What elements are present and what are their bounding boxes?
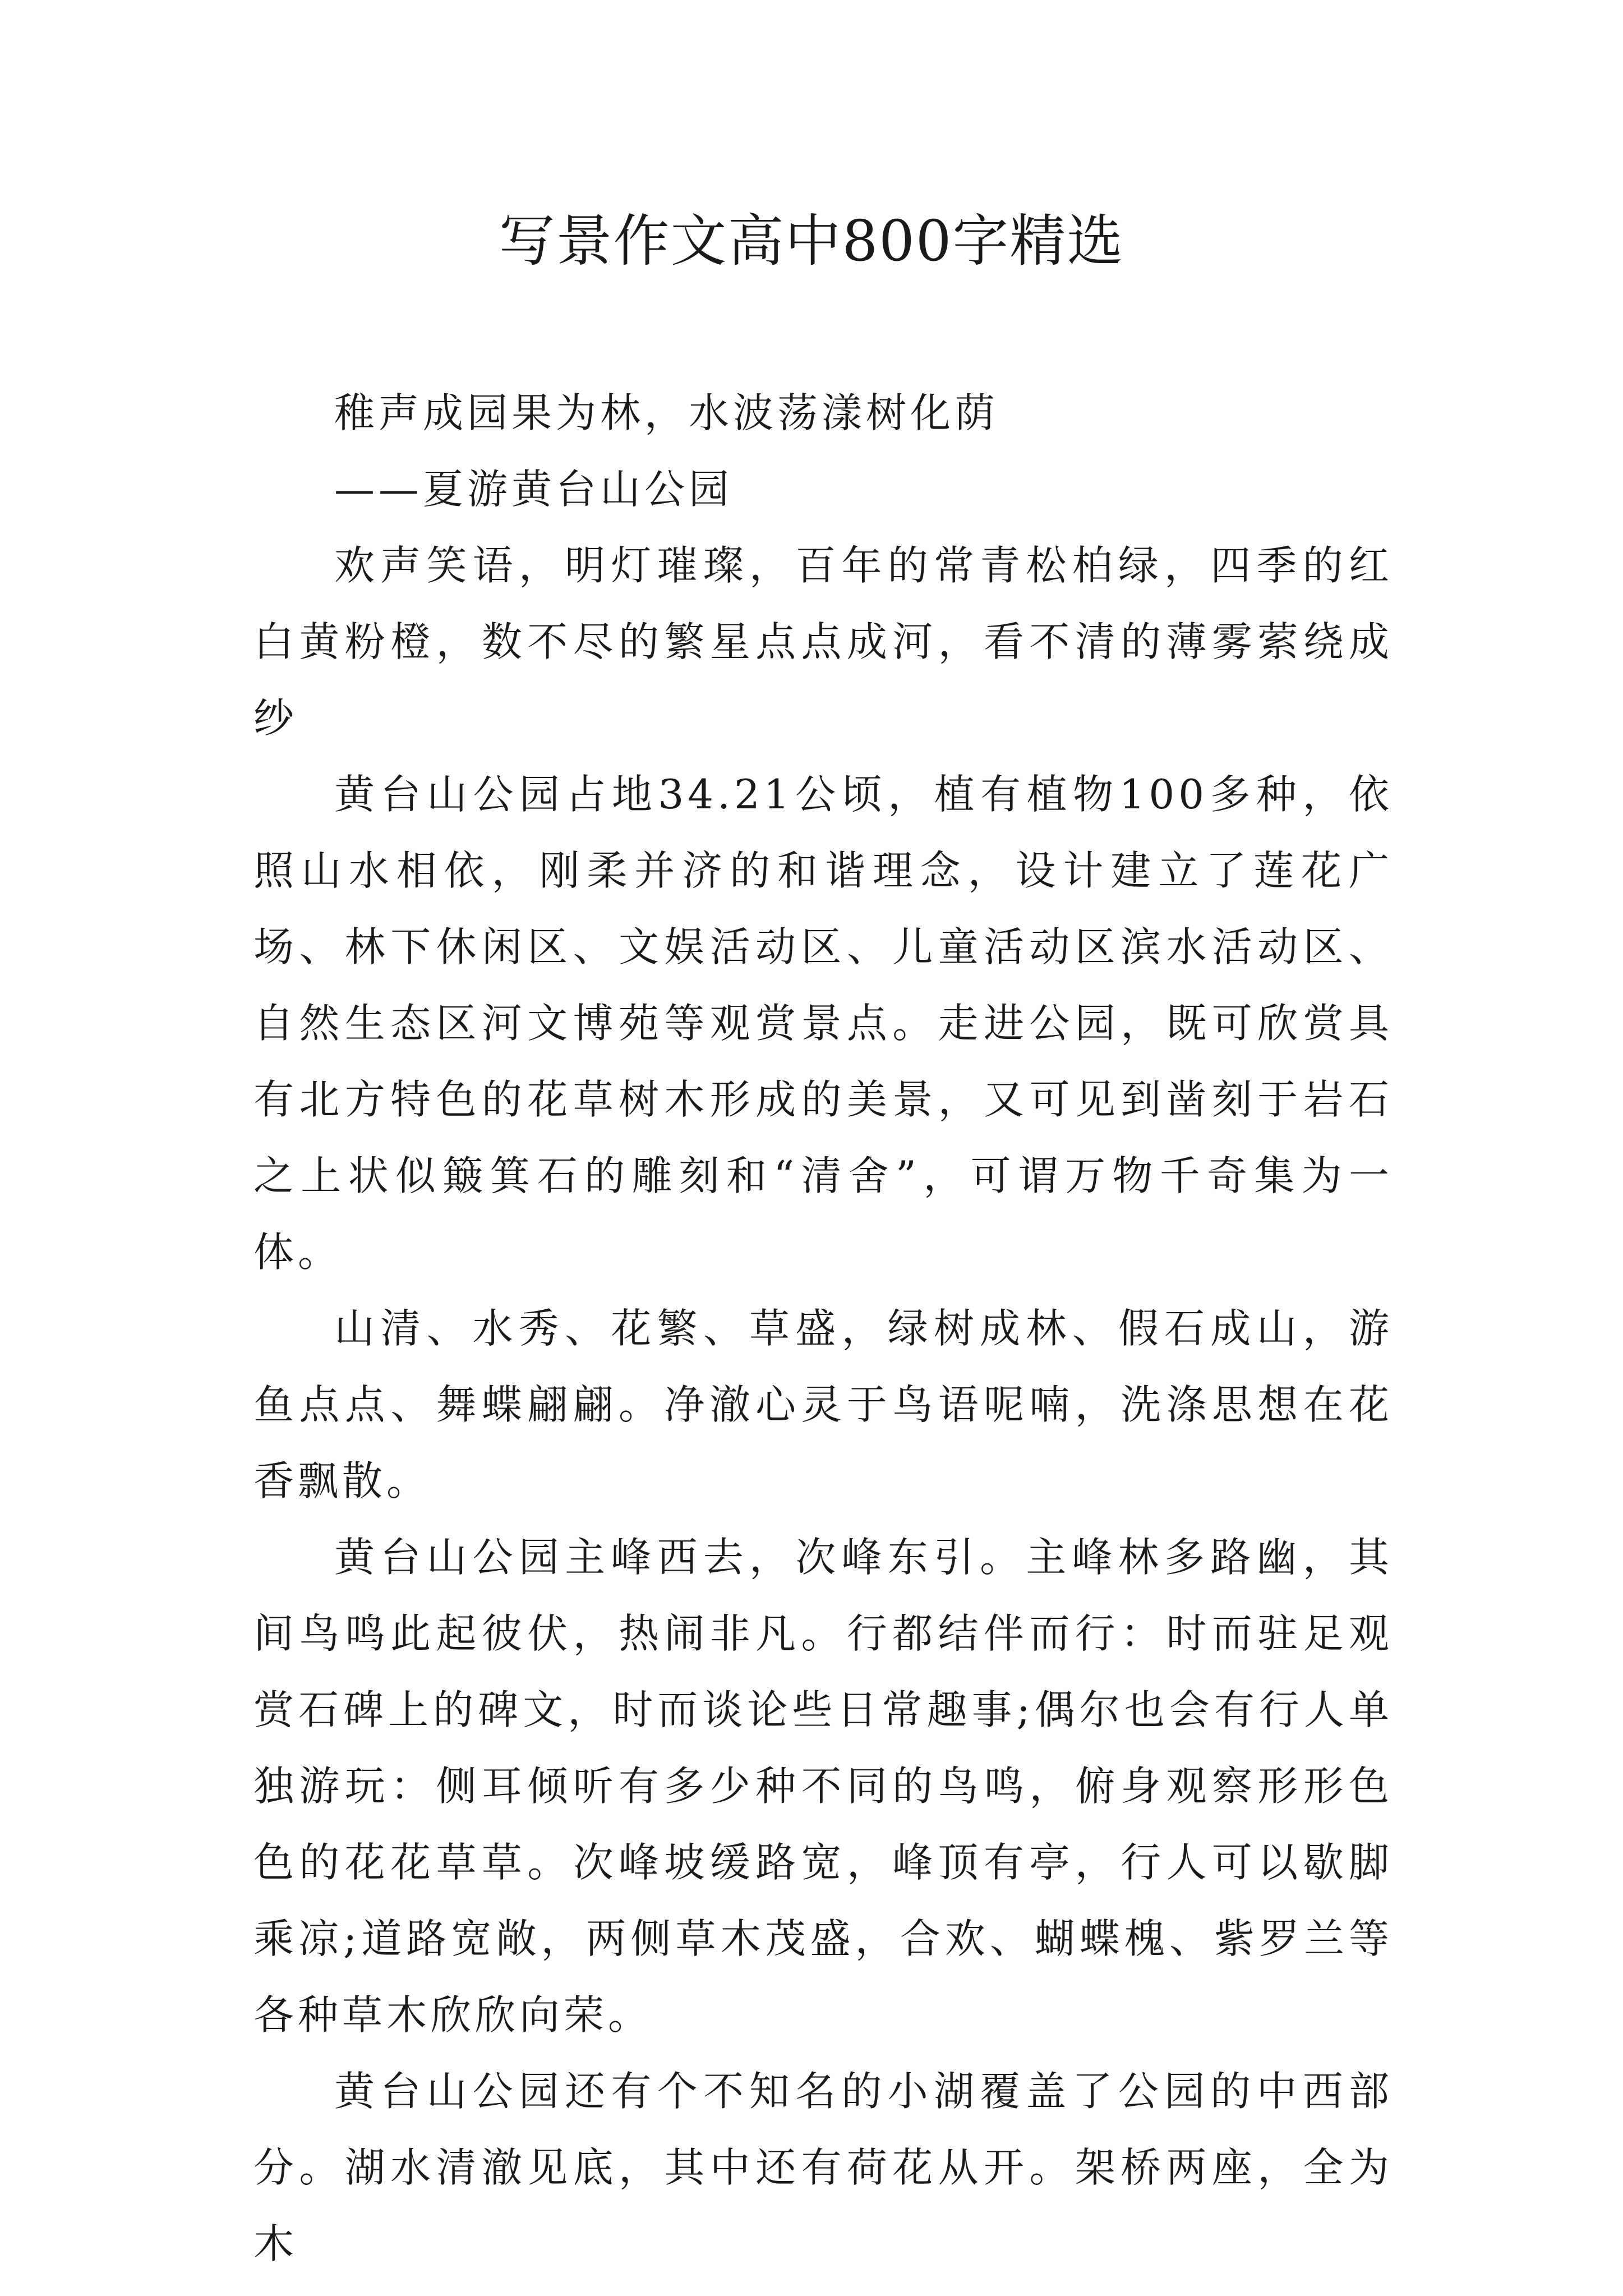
document-body [253, 375, 1393, 2282]
paragraph: 黄台山公园主峰西去，次峰东引。主峰林多路幽，其间鸟鸣此起彼伏，热闹非凡。行都结伴而行：时而驻足观赏石碑上的碑文，时而谈论些日常趣事;偶尔也会有行人单独游玩：侧耳倾听有多少种不同的鸟鸣，俯身观察形形色色的花花草草。次峰坡缓路宽，峰顶有亭，行人可以歇脚乘凉;道路宽敞，两侧草木茂盛，合欢、蝴蝶槐、紫罗兰等各种草木欣欣向荣。 [253, 1534, 1393, 2039]
paragraph: 稚声成园果为林，水波荡漾树化荫 [334, 389, 999, 436]
paragraph: 欢声笑语，明灯璀璨，百年的常青松柏绿，四季的红白黄粉橙，数不尽的繁星点点成河，看不清的薄雾萦绕成纱 [253, 542, 1393, 742]
paragraph: 黄台山公园占地34.21公顷，植有植物100多种，依照山水相依，刚柔并济的和谐理念，设计建立了莲花广场、林下休闲区、文娱活动区、儿童活动区滨水活动区、自然生态区河文博苑等观赏景点。走进公园，既可欣赏具有北方特色的花草树木形成的美景，又可见到凿刻于岩石之上状似簸箕石的雕刻和“清舍”，可谓万物千奇集为一体。 [253, 771, 1393, 1276]
document-title: 写景作文高中800字精选 [499, 208, 1124, 274]
paragraph: 黄台山公园还有个不知名的小湖覆盖了公园的中西部分。湖水清澈见底，其中还有荷花从开。架桥两座，全为木 [253, 2068, 1393, 2267]
paragraph: 山清、水秀、花繁、草盛，绿树成林、假石成山，游鱼点点、舞蝶翩翩。净澈心灵于鸟语呢喃，洗涤思想在花香飘散。 [253, 1305, 1393, 1504]
paragraph: ——夏游黄台山公园 [334, 466, 734, 513]
